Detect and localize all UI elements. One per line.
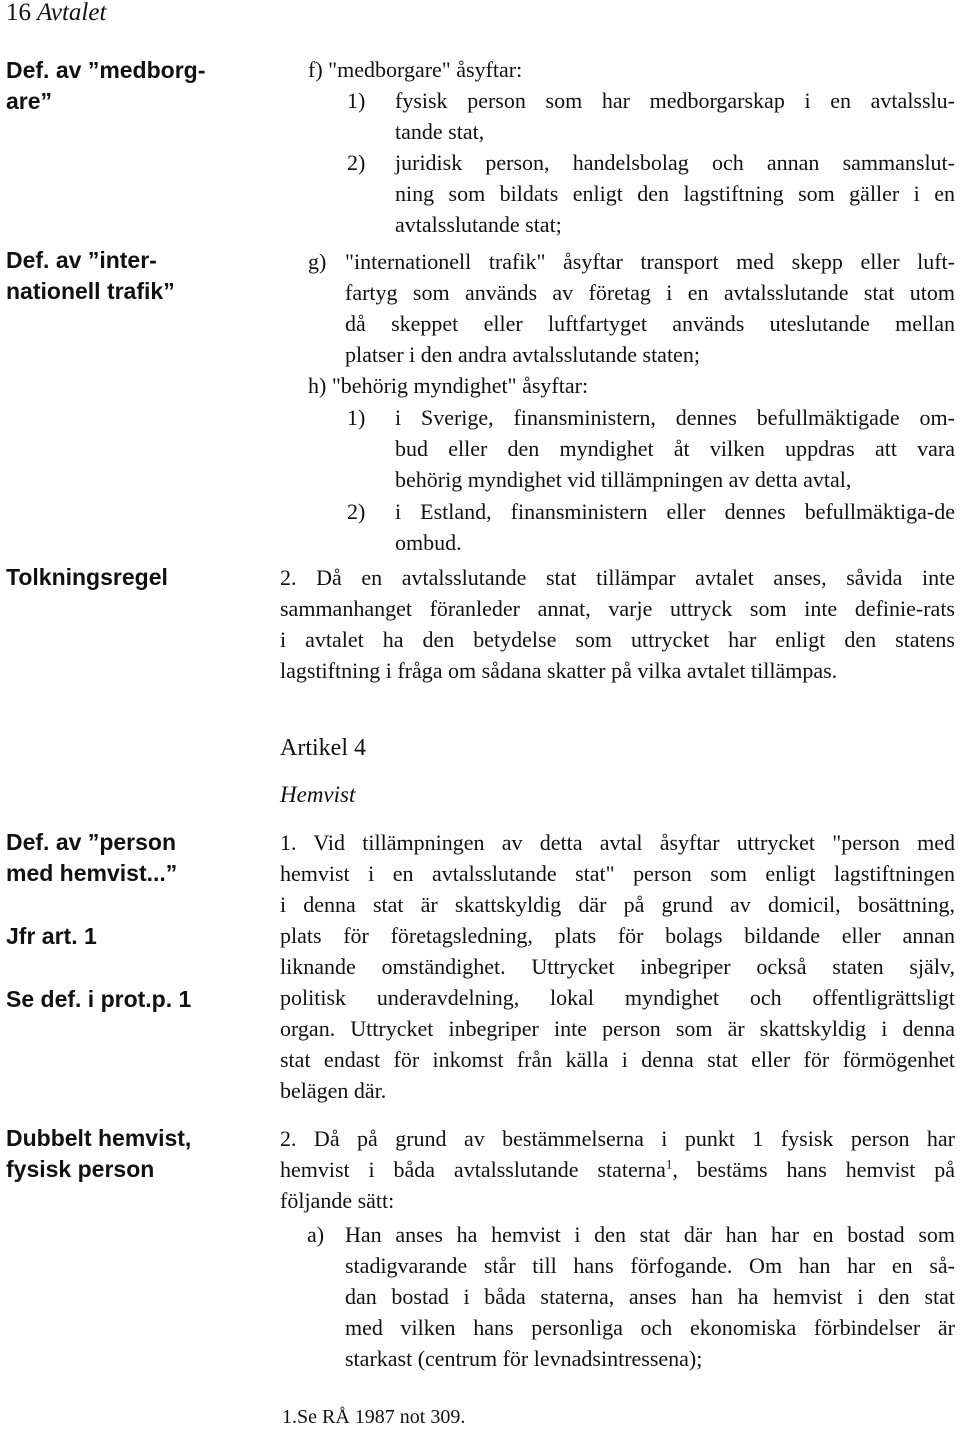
margin-note-jfr: Jfr art. 1 — [6, 923, 97, 949]
section-f-item2-marker: 2) — [347, 150, 366, 175]
art4-para1-line: organ. Uttrycket inbegriper inte person som är skattskyldig i denna — [280, 1016, 955, 1041]
article-title: Artikel 4 — [280, 735, 366, 761]
section-h-item2-line: i Estland, finansministern eller dennes befullmäktiga-de — [395, 499, 955, 524]
art4-para2-a-line: dan bostad i båda staterna, anses han ha hemvist i den stat — [345, 1284, 955, 1309]
section-g-line: platser i den andra avtalsslutande staten; — [345, 342, 700, 367]
margin-note-medborgare: Def. av ”medborg- are” — [6, 57, 206, 114]
art4-para1-line: stat endast för inkomst från källa i denna stat eller för förmögenhet — [280, 1047, 955, 1072]
section-h-item1-line: bud eller den myndighet åt vilken uppdras att vara — [395, 436, 955, 461]
section-g-line: "internationell trafik" åsyftar transport med skepp eller luft- — [345, 249, 955, 274]
section-h-item1-line: behörig myndighet vid tillämpningen av detta avtal, — [395, 467, 852, 492]
art4-para1-line: politisk underavdelning, lokal myndighet och offentligrättsligt — [280, 985, 955, 1010]
section-f-item1-line: tande stat, — [395, 119, 485, 144]
art4-para2-a-line: stadigvarande står till hans förfogande. Om han har en så- — [345, 1253, 955, 1278]
article-subtitle: Hemvist — [280, 782, 356, 807]
section-h-item2-line: ombud. — [395, 530, 462, 555]
art4-para2-line: följande sätt: — [280, 1188, 395, 1213]
margin-note-person-med-hemvist: Def. av ”person med hemvist...” — [6, 829, 178, 886]
margin-note-dubbelt-hemvist: Dubbelt hemvist, fysisk person — [6, 1125, 192, 1182]
para-2-line: 2. Då en avtalsslutande stat tillämpar avtalet anses, såvida inte — [280, 565, 955, 590]
section-g-line: då skeppet eller luftfartyget används uteslutande mellan — [345, 311, 955, 336]
section-g-marker: g) — [308, 249, 327, 274]
para-2-line: lagstiftning i fråga om sådana skatter på vilka avtalet tillämpas. — [280, 658, 838, 683]
section-f-item2-line: avtalsslutande stat; — [395, 212, 562, 237]
page-number: 16 — [6, 0, 31, 26]
para-2-line: sammanhanget föranleder annat, varje uttryck som inte definie-rats — [280, 596, 955, 621]
section-f-item1-line: fysisk person som har medborgarskap i en avtalsslu- — [395, 88, 955, 113]
art4-para1-line: hemvist i en avtalsslutande stat" person som enligt lagstiftningen — [280, 861, 955, 886]
art4-para1-line: plats för företagsledning, plats för bolags bildande eller annan — [280, 923, 955, 948]
margin-note-se-def: Se def. i prot.p. 1 — [6, 986, 192, 1012]
page-header — [6, 0, 106, 28]
footnote-ref: 1 — [665, 1156, 673, 1172]
para-2-line: i avtalet ha den betydelse som uttrycket har enligt den statens — [280, 627, 955, 652]
section-g-line: fartyg som används av företag i en avtalsslutande stat utom — [345, 280, 955, 305]
margin-note-internationell-trafik: Def. av ”inter- nationell trafik” — [6, 247, 175, 304]
art4-para2-a-line: med vilken hans personliga och ekonomiska förbindelser är — [345, 1315, 955, 1340]
art4-para1-line: 1. Vid tillämpningen av detta avtal åsyftar uttrycket "person med — [280, 830, 955, 855]
art4-para2-a-line: Han anses ha hemvist i den stat där han har en bostad som — [345, 1222, 955, 1247]
art4-para1-line: i denna stat är skattskyldig där på grund av domicil, bosättning, — [280, 892, 955, 917]
section-h-item1-marker: 1) — [347, 405, 366, 430]
chapter-title: Avtalet — [37, 0, 107, 26]
section-h-item1-line: i Sverige, finansministern, dennes befullmäktigade om- — [395, 405, 955, 430]
art4-para2-a-line: starkast (centrum för levnadsintressena); — [345, 1346, 703, 1371]
section-h-item2-marker: 2) — [347, 499, 366, 524]
section-f-title: f) "medborgare" åsyftar: — [308, 57, 523, 82]
art4-para2-line: 2. Då på grund av bestämmelserna i punkt 1 fysisk person har — [280, 1126, 955, 1151]
section-f-item2-line: ning som bildats enligt den lagstiftning som gäller i en — [395, 181, 955, 206]
footnote: 1.Se RÅ 1987 not 309. — [282, 1406, 466, 1428]
art4-para1-line: liknande omständighet. Uttrycket inbegriper också staten själv, — [280, 954, 955, 979]
art4-para2-a-marker: a) — [307, 1222, 325, 1247]
art4-para2-line: hemvist i båda avtalsslutande staterna$^1$, bestäms hans hemvist på — [280, 1156, 955, 1182]
art4-para1-line: belägen där. — [280, 1078, 387, 1103]
margin-note-tolkningsregel: Tolkningsregel — [6, 564, 168, 590]
section-h-title: h) "behörig myndighet" åsyftar: — [308, 373, 589, 398]
section-f-item2-line: juridisk person, handelsbolag och annan sammanslut- — [395, 150, 955, 175]
section-f-item1-marker: 1) — [347, 88, 366, 113]
